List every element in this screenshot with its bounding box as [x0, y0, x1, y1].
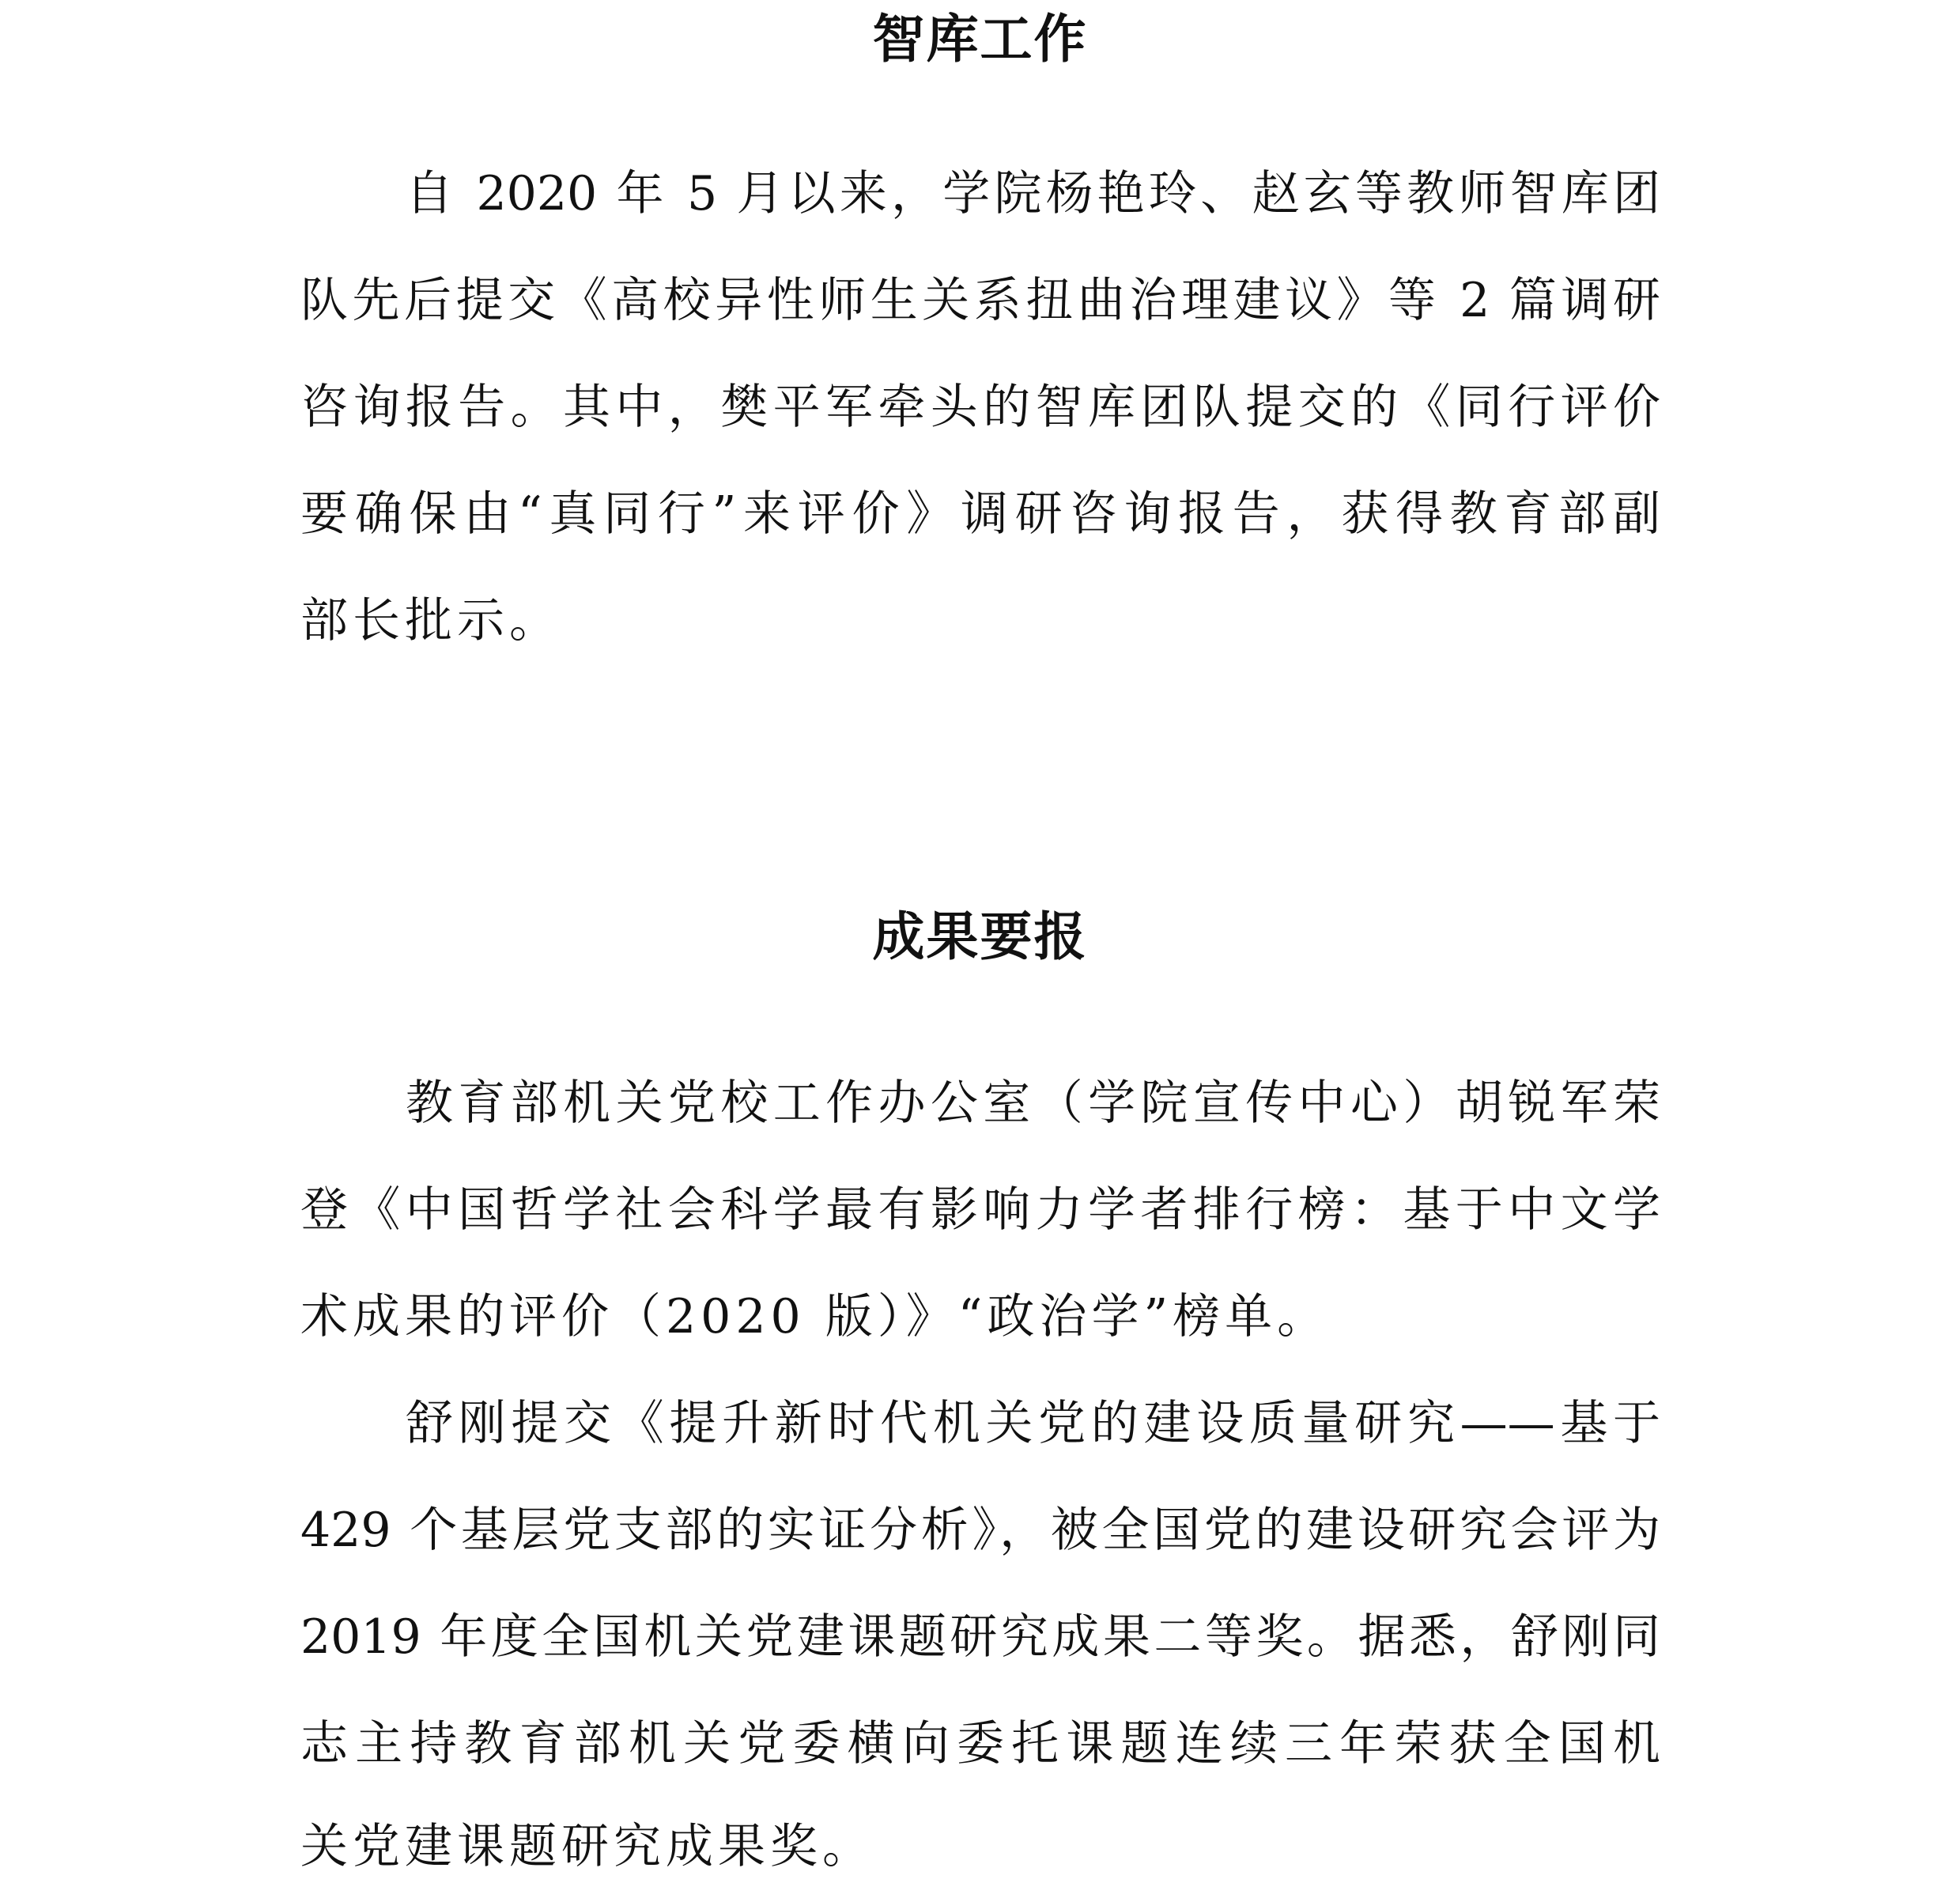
paragraph-line: 部长批示。: [300, 593, 561, 648]
paragraph-line: 429 个基层党支部的实证分析》，被全国党的建设研究会评为: [300, 1503, 1660, 1558]
paragraph-line: 自 2020 年 5 月以来，学院杨艳玲、赵玄等教师智库团: [406, 166, 1660, 221]
paragraph-line: 志主持教育部机关党委横向委托课题连续三年荣获全国机: [300, 1716, 1660, 1771]
paragraph-line: 术成果的评价（2020 版）》“政治学”榜单。: [300, 1289, 1330, 1344]
paragraph-line: 关党建课题研究成果奖。: [300, 1819, 874, 1874]
paragraph-line: 登《中国哲学社会科学最有影响力学者排行榜：基于中文学: [300, 1182, 1660, 1238]
paragraph-line: 队先后提交《高校异性师生关系扭曲治理建议》等 2 篇调研: [300, 273, 1660, 328]
section-title-achievements: 成果要报: [872, 906, 1088, 967]
section-title-think-tank: 智库工作: [872, 9, 1088, 70]
paragraph-line: 舒刚提交《提升新时代机关党的建设质量研究——基于: [406, 1396, 1660, 1451]
paragraph-line: 要确保由“真同行”来评价》调研咨询报告，获得教育部副: [300, 486, 1660, 542]
paragraph-line: 咨询报告。其中，樊平军牵头的智库团队提交的《同行评价: [300, 380, 1660, 435]
paragraph-line: 2019 年度全国机关党建课题研究成果二等奖。据悉，舒刚同: [300, 1609, 1660, 1665]
paragraph-line: 教育部机关党校工作办公室（学院宣传中心）胡锐军荣: [406, 1076, 1660, 1131]
